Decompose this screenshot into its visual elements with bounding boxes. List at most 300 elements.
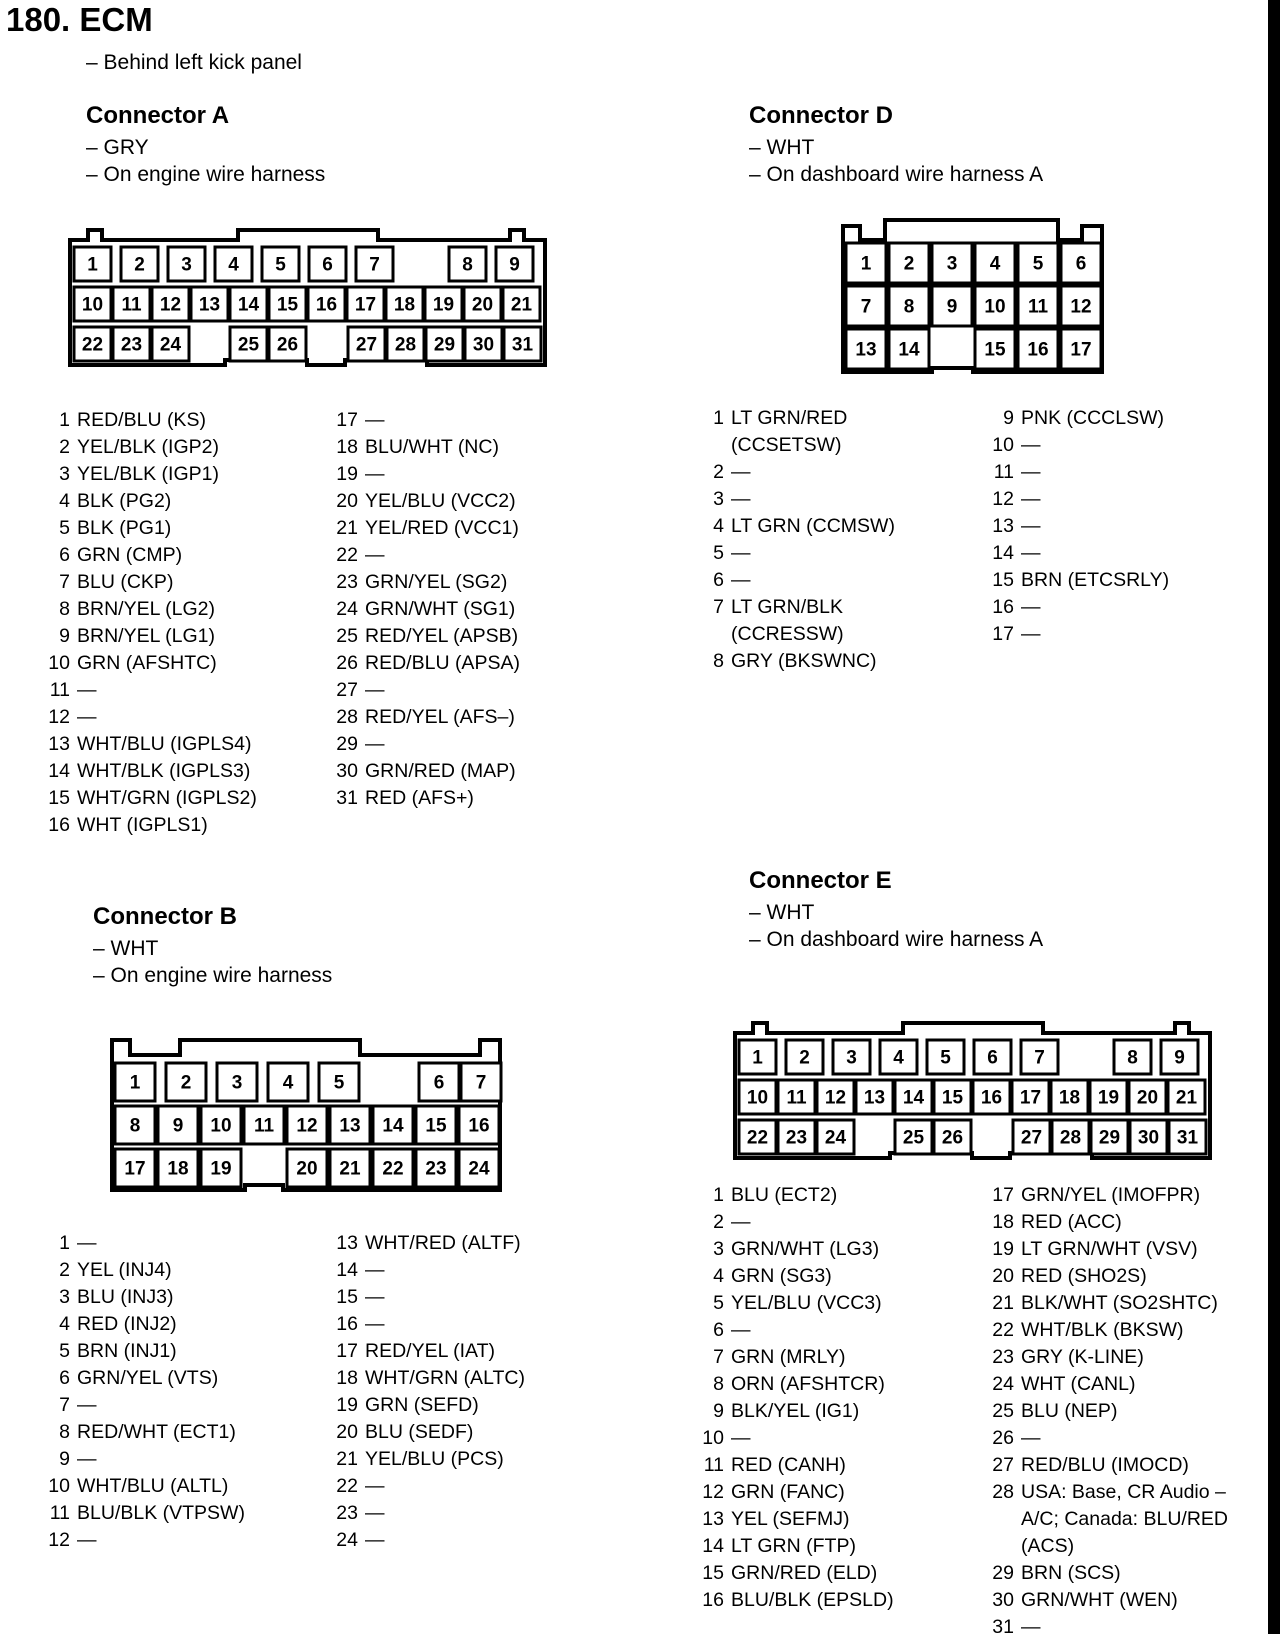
pin-row — [990, 1317, 1265, 1344]
pin-number: 11 — [993, 461, 1014, 483]
pin-number: 22 — [992, 1319, 1014, 1341]
terminal-number: 12 — [824, 1087, 847, 1109]
terminal-number: 17 — [124, 1158, 146, 1180]
pin-wire: WHT/BLU (ALTL) — [77, 1475, 229, 1497]
terminal-number: 18 — [393, 294, 416, 316]
pin-row — [700, 1344, 894, 1371]
terminal-number: 3 — [946, 253, 958, 275]
pin-wire: BLK/WHT (SO2SHTC) — [1021, 1292, 1218, 1314]
pin-wire: YEL/BLU (PCS) — [365, 1448, 504, 1470]
terminal-number: 9 — [509, 254, 520, 276]
pin-wire: BRN/YEL (LG1) — [77, 625, 215, 647]
connector-a-title: Connector A — [86, 102, 230, 129]
pin-wire: RED/YEL (IAT) — [365, 1340, 496, 1362]
terminal-number: 21 — [510, 294, 533, 316]
pin-wire: RED (ACC) — [1021, 1211, 1122, 1233]
terminal-number: 20 — [1136, 1087, 1159, 1109]
pin-number: 21 — [336, 517, 358, 539]
pin-wire: RED (SHO2S) — [1021, 1265, 1147, 1287]
terminal-number: 17 — [1019, 1087, 1042, 1109]
pin-wire: GRN (CMP) — [77, 544, 183, 566]
pin-wire: — — [77, 1394, 97, 1416]
pin-number: 17 — [992, 623, 1014, 645]
pin-wire: YEL/BLU (VCC2) — [365, 490, 516, 512]
terminal-number: 22 — [382, 1158, 404, 1180]
pin-number: 12 — [992, 488, 1014, 510]
terminal-number: 19 — [1097, 1087, 1120, 1109]
pin-wire: YEL/BLK (IGP1) — [77, 463, 219, 485]
pin-row — [990, 1344, 1265, 1371]
pin-row — [700, 1479, 894, 1506]
terminal-number: 2 — [180, 1072, 192, 1094]
pin-row — [700, 1317, 894, 1344]
pin-wire: YEL/RED (VCC1) — [365, 517, 519, 539]
pin-row — [990, 1452, 1265, 1479]
terminal-number: 31 — [511, 334, 534, 356]
pin-number: 14 — [48, 760, 70, 782]
terminal-number: 21 — [1175, 1087, 1198, 1109]
terminal-number: 20 — [296, 1158, 318, 1180]
pin-row — [990, 1479, 1265, 1560]
pin-number: 27 — [336, 679, 358, 701]
pin-wire: YEL (INJ4) — [77, 1259, 172, 1281]
terminal-number: 16 — [315, 294, 338, 316]
pin-number: 8 — [713, 650, 724, 672]
terminal-number: 5 — [333, 1072, 345, 1094]
pin-wire: GRN/YEL (SG2) — [365, 571, 508, 593]
pin-number: 4 — [713, 1265, 724, 1287]
pin-wire: — — [731, 542, 751, 564]
terminal-number: 31 — [1176, 1127, 1199, 1149]
pin-number: 27 — [992, 1454, 1014, 1476]
pin-wire: RED/BLU (KS) — [77, 409, 206, 431]
pin-wire: WHT/RED (ALTF) — [365, 1232, 521, 1254]
terminal-number: 9 — [1174, 1047, 1185, 1069]
terminal-number: 22 — [81, 334, 104, 356]
pin-row — [700, 1182, 894, 1209]
terminal-number: 27 — [355, 334, 378, 356]
terminal-number: 5 — [275, 254, 286, 276]
terminal-number: 15 — [276, 294, 299, 316]
terminal-number: 13 — [863, 1087, 886, 1109]
pin-number: 9 — [59, 625, 70, 647]
pin-number: 29 — [992, 1562, 1014, 1584]
terminal-number: 10 — [210, 1115, 232, 1137]
pin-number: 15 — [992, 569, 1014, 591]
pin-wire: GRN/YEL (VTS) — [77, 1367, 219, 1389]
pin-number: 3 — [713, 488, 724, 510]
terminal-number: 1 — [860, 253, 872, 275]
pin-number: 13 — [702, 1508, 724, 1530]
terminal-number: 1 — [87, 254, 98, 276]
pin-number: 1 — [59, 1232, 70, 1254]
terminal-number: 29 — [433, 334, 456, 356]
pin-wire: LT GRN/WHT (VSV) — [1021, 1238, 1198, 1260]
pin-number: 8 — [59, 1421, 70, 1443]
connector-e-title: Connector E — [749, 867, 892, 894]
pin-wire: YEL/BLU (VCC3) — [731, 1292, 882, 1314]
pin-wire: GRN (SG3) — [731, 1265, 832, 1287]
pin-wire: — — [77, 1529, 97, 1551]
pin-number: 12 — [48, 706, 70, 728]
pin-number: 20 — [992, 1265, 1014, 1287]
terminal-number: 9 — [172, 1115, 184, 1137]
terminal-number: 23 — [425, 1158, 447, 1180]
pin-number: 5 — [713, 542, 724, 564]
terminal-number: 18 — [167, 1158, 189, 1180]
terminal-number: 7 — [475, 1072, 487, 1094]
terminal-number: 27 — [1020, 1127, 1043, 1149]
terminal-number: 11 — [253, 1115, 275, 1137]
pin-wire: — — [365, 544, 385, 566]
pin-wire: WHT (IGPLS1) — [77, 814, 208, 836]
terminal-number: 4 — [989, 253, 1001, 275]
pin-wire: BRN (ETCSRLY) — [1021, 569, 1170, 591]
terminal-number: 14 — [237, 294, 260, 316]
terminal-number: 24 — [468, 1158, 490, 1180]
pin-row — [990, 1263, 1265, 1290]
pin-wire: — — [731, 461, 751, 483]
pin-number: 23 — [992, 1346, 1014, 1368]
pin-wire: GRN (FANC) — [731, 1481, 845, 1503]
terminal-number: 7 — [860, 296, 872, 318]
pin-number: 9 — [713, 1400, 724, 1422]
pin-wire: — — [731, 1211, 751, 1233]
terminal-number: 4 — [282, 1072, 294, 1094]
pin-wire: — — [77, 706, 97, 728]
pin-number: 22 — [336, 1475, 358, 1497]
pin-row — [990, 1587, 1265, 1614]
terminal-number: 10 — [81, 294, 104, 316]
pin-wire: GRN (AFSHTC) — [77, 652, 217, 674]
pin-row — [700, 1560, 894, 1587]
terminal-number: 16 — [468, 1115, 490, 1137]
pin-number: 23 — [336, 571, 358, 593]
pin-wire: GRY (BKSWNC) — [731, 650, 877, 672]
pin-wire: RED/YEL (APSB) — [365, 625, 519, 647]
pin-wire: GRN/WHT (WEN) — [1021, 1589, 1178, 1611]
pin-number: 30 — [992, 1589, 1014, 1611]
connector-d-harness: – On dashboard wire harness A — [749, 163, 1044, 186]
pin-wire: WHT/BLU (IGPLS4) — [77, 733, 252, 755]
pin-wire: — — [77, 1448, 97, 1470]
pin-wire: BRN (SCS) — [1021, 1562, 1121, 1584]
pin-wire: YEL (SEFMJ) — [731, 1508, 850, 1530]
pin-number: 2 — [713, 461, 724, 483]
pin-number: 31 — [336, 787, 358, 809]
pin-number: 22 — [336, 544, 358, 566]
terminal-number: 6 — [433, 1072, 445, 1094]
pin-wire: — — [365, 733, 385, 755]
pin-number: 16 — [48, 814, 70, 836]
pin-number: 8 — [59, 598, 70, 620]
pin-wire: PNK (CCCLSW) — [1021, 407, 1165, 429]
pin-wire: BLU/BLK (VTPSW) — [77, 1502, 245, 1524]
pin-wire: GRN/WHT (LG3) — [731, 1238, 880, 1260]
pin-wire: GRN/YEL (IMOFPR) — [1021, 1184, 1201, 1206]
pin-wire: ORN (AFSHTCR) — [731, 1373, 885, 1395]
pin-row — [990, 1371, 1265, 1398]
pin-number: 5 — [713, 1292, 724, 1314]
pin-wire: — — [77, 1232, 97, 1254]
pin-wire: — — [365, 1475, 385, 1497]
terminal-number: 6 — [1075, 253, 1087, 275]
page-location-note: – Behind left kick panel — [86, 51, 302, 74]
pin-wire: — — [77, 679, 97, 701]
pin-wire: GRY (K-LINE) — [1021, 1346, 1144, 1368]
pin-number: 1 — [713, 407, 724, 429]
terminal-number: 17 — [354, 294, 377, 316]
pin-wire: GRN/RED (MAP) — [365, 760, 516, 782]
pin-number: 7 — [59, 571, 70, 593]
terminal-number: 22 — [746, 1127, 769, 1149]
terminal-number: 26 — [276, 334, 299, 356]
terminal-number: 25 — [902, 1127, 925, 1149]
pin-wire: RED (CANH) — [731, 1454, 846, 1476]
connector-d-color: – WHT — [749, 136, 815, 159]
pin-number: 17 — [336, 409, 358, 431]
pin-number: 21 — [336, 1448, 358, 1470]
pin-row — [990, 1209, 1265, 1236]
pin-wire: GRN/RED (ELD) — [731, 1562, 878, 1584]
pin-wire: — — [1021, 488, 1041, 510]
terminal-number: 12 — [1070, 296, 1092, 318]
pin-number: 30 — [336, 760, 358, 782]
pin-wire: RED/WHT (ECT1) — [77, 1421, 236, 1443]
pin-wire: — — [731, 1319, 751, 1341]
pin-wire: — — [1021, 623, 1041, 645]
terminal-number: 5 — [940, 1047, 951, 1069]
pin-wire: RED (AFS+) — [365, 787, 474, 809]
pin-wire: LT GRN (FTP) — [731, 1535, 856, 1557]
connector-b-color: – WHT — [93, 937, 159, 960]
pin-wire: RED/BLU (IMOCD) — [1021, 1454, 1189, 1476]
pin-wire: WHT/BLK (IGPLS3) — [77, 760, 251, 782]
pin-number: 9 — [1003, 407, 1014, 429]
terminal-number: 19 — [432, 294, 455, 316]
terminal-number: 13 — [339, 1115, 361, 1137]
pin-row — [700, 1452, 894, 1479]
terminal-number: 16 — [1027, 339, 1049, 361]
pin-number: 3 — [59, 463, 70, 485]
pin-row — [990, 1560, 1265, 1587]
pin-number: 1 — [713, 1184, 724, 1206]
pin-number: 20 — [336, 1421, 358, 1443]
terminal-number: 12 — [296, 1115, 318, 1137]
terminal-number: 8 — [129, 1115, 141, 1137]
pin-wire: LT GRN/BLK (CCRESSW) — [731, 596, 844, 645]
terminal-number: 2 — [134, 254, 145, 276]
pin-wire: — — [365, 679, 385, 701]
pin-wire: — — [365, 463, 385, 485]
terminal-number: 18 — [1058, 1087, 1081, 1109]
terminal-number: 26 — [941, 1127, 964, 1149]
pin-row — [700, 1236, 894, 1263]
terminal-number: 1 — [752, 1047, 763, 1069]
pin-number: 4 — [713, 515, 724, 537]
terminal-number: 8 — [903, 296, 915, 318]
connector-e-color: – WHT — [749, 901, 815, 924]
terminal-number: 30 — [1137, 1127, 1160, 1149]
pin-number: 16 — [336, 1313, 358, 1335]
pin-wire: — — [365, 409, 385, 431]
pin-number: 10 — [992, 434, 1014, 456]
pin-number: 4 — [59, 1313, 70, 1335]
pin-row — [700, 1209, 894, 1236]
pin-wire: — — [731, 488, 751, 510]
pin-number: 12 — [48, 1529, 70, 1551]
pin-number: 4 — [59, 490, 70, 512]
pin-wire: GRN/WHT (SG1) — [365, 598, 516, 620]
terminal-number: 14 — [382, 1115, 404, 1137]
pin-number: 21 — [992, 1292, 1014, 1314]
pin-number: 24 — [336, 598, 358, 620]
terminal-number: 9 — [946, 296, 958, 318]
terminal-number: 12 — [159, 294, 182, 316]
terminal-number: 2 — [903, 253, 915, 275]
pin-number: 13 — [992, 515, 1014, 537]
pin-number: 10 — [48, 652, 70, 674]
pin-number: 6 — [713, 569, 724, 591]
pin-number: 19 — [336, 1394, 358, 1416]
pin-number: 6 — [713, 1319, 724, 1341]
terminal-number: 19 — [210, 1158, 232, 1180]
pin-number: 2 — [59, 1259, 70, 1281]
pin-row — [700, 1425, 894, 1452]
pin-wire: RED/BLU (APSA) — [365, 652, 520, 674]
pin-row — [990, 1182, 1265, 1209]
terminal-number: 5 — [1032, 253, 1044, 275]
terminal-number: 23 — [120, 334, 143, 356]
pin-number: 5 — [59, 1340, 70, 1362]
pin-wire: LT GRN/RED (CCSETSW) — [731, 407, 848, 456]
terminal-number: 17 — [1070, 339, 1092, 361]
pin-number: 10 — [702, 1427, 724, 1449]
pin-number: 23 — [336, 1502, 358, 1524]
connector-a-color: – GRY — [86, 136, 149, 159]
terminal-number: 14 — [898, 339, 920, 361]
pin-wire: BLK (PG1) — [77, 517, 172, 539]
terminal-number: 28 — [394, 334, 417, 356]
pin-row — [700, 1587, 894, 1614]
pin-wire: USA: Base, CR Audio – A/C; Canada: BLU/RED (ACS) — [1021, 1481, 1229, 1557]
pin-number: 14 — [702, 1535, 724, 1557]
terminal-number: 3 — [846, 1047, 857, 1069]
pin-number: 7 — [713, 596, 724, 618]
pin-wire: BLK/YEL (IG1) — [731, 1400, 860, 1422]
terminal-number: 7 — [1034, 1047, 1045, 1069]
terminal-number: 30 — [472, 334, 495, 356]
terminal-number: 13 — [198, 294, 221, 316]
terminal-number: 6 — [987, 1047, 998, 1069]
pin-number: 3 — [59, 1286, 70, 1308]
pin-number: 15 — [336, 1286, 358, 1308]
pin-row — [990, 1398, 1265, 1425]
pin-number: 20 — [336, 490, 358, 512]
pin-wire: BRN (INJ1) — [77, 1340, 177, 1362]
terminal-number: 11 — [121, 294, 142, 316]
pin-wire: — — [1021, 542, 1041, 564]
pin-row — [990, 1614, 1265, 1641]
pin-wire: BLU (SEDF) — [365, 1421, 474, 1443]
pin-wire: BRN/YEL (LG2) — [77, 598, 215, 620]
pin-wire: LT GRN (CCMSW) — [731, 515, 895, 537]
pin-number: 29 — [336, 733, 358, 755]
pin-number: 13 — [48, 733, 70, 755]
connector-a-harness: – On engine wire harness — [86, 163, 326, 186]
pin-number: 10 — [48, 1475, 70, 1497]
pin-number: 15 — [702, 1562, 724, 1584]
pin-number: 19 — [336, 463, 358, 485]
terminal-number: 11 — [786, 1087, 807, 1109]
pin-number: 26 — [992, 1427, 1014, 1449]
terminal-number: 14 — [902, 1087, 925, 1109]
pin-row — [990, 1425, 1265, 1452]
pin-wire: — — [1021, 1427, 1041, 1449]
pin-wire: WHT/GRN (IGPLS2) — [77, 787, 257, 809]
pin-wire: WHT/GRN (ALTC) — [365, 1367, 525, 1389]
pin-number: 12 — [702, 1481, 724, 1503]
terminal-number: 24 — [159, 334, 182, 356]
terminal-number: 25 — [237, 334, 260, 356]
pin-wire: BLU (INJ3) — [77, 1286, 174, 1308]
pin-number: 17 — [992, 1184, 1014, 1206]
terminal-number: 6 — [322, 254, 333, 276]
terminal-number: 2 — [799, 1047, 810, 1069]
pin-row — [700, 1371, 894, 1398]
pin-number: 24 — [992, 1373, 1014, 1395]
pin-wire: YEL/BLK (IGP2) — [77, 436, 219, 458]
connector-e-harness: – On dashboard wire harness A — [749, 928, 1044, 951]
connector-e-pin-list-left — [700, 1182, 894, 1614]
terminal-number: 10 — [746, 1087, 769, 1109]
pin-wire: — — [1021, 434, 1041, 456]
pin-row — [990, 1290, 1265, 1317]
pin-number: 2 — [713, 1211, 724, 1233]
terminal-number: 11 — [1027, 296, 1049, 318]
pin-number: 5 — [59, 517, 70, 539]
terminal-number: 7 — [369, 254, 380, 276]
pin-number: 14 — [992, 542, 1014, 564]
pin-wire: — — [731, 569, 751, 591]
pin-wire: BLU/BLK (EPSLD) — [731, 1589, 894, 1611]
terminal-number: 15 — [984, 339, 1006, 361]
pin-number: 16 — [992, 596, 1014, 618]
pin-number: 11 — [703, 1454, 724, 1476]
pin-row — [700, 1290, 894, 1317]
pin-number: 18 — [336, 1367, 358, 1389]
pin-number: 15 — [48, 787, 70, 809]
terminal-number: 28 — [1059, 1127, 1082, 1149]
pin-wire: WHT (CANL) — [1021, 1373, 1136, 1395]
pin-wire: WHT/BLK (BKSW) — [1021, 1319, 1184, 1341]
pin-number: 14 — [336, 1259, 358, 1281]
terminal-number: 15 — [941, 1087, 964, 1109]
pin-number: 18 — [992, 1211, 1014, 1233]
pin-wire: — — [365, 1313, 385, 1335]
pin-number: 2 — [59, 436, 70, 458]
pin-number: 7 — [59, 1394, 70, 1416]
pin-number: 24 — [336, 1529, 358, 1551]
pin-number: 6 — [59, 544, 70, 566]
pin-row — [700, 1263, 894, 1290]
pin-wire: BLK (PG2) — [77, 490, 172, 512]
pin-number: 9 — [59, 1448, 70, 1470]
connector-e-pin-list-right — [990, 1182, 1265, 1641]
pin-wire: BLU (ECT2) — [731, 1184, 838, 1206]
pin-number: 11 — [49, 1502, 70, 1524]
pin-number: 19 — [992, 1238, 1014, 1260]
